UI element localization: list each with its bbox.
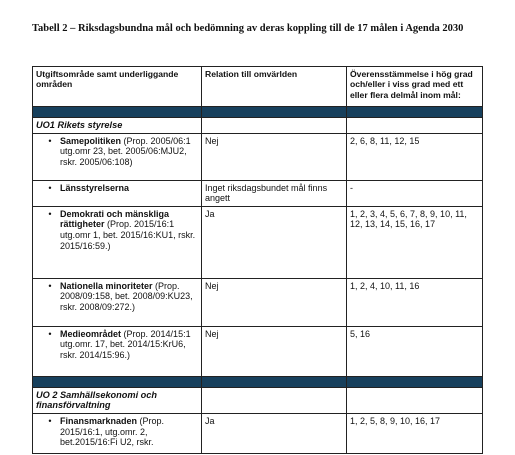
- area-ref: (Prop. 2005/06:1 utg.omr 23, bet. 2005/06:MJU2, rskr. 2005/06:108): [60, 135, 191, 167]
- table-row: [33, 206, 483, 278]
- bullet-icon: •: [48, 182, 52, 193]
- section-row-uo2: [33, 387, 483, 413]
- bullet-icon: •: [48, 280, 52, 291]
- section-title: UO 2 Samhällsekonomi och finansförvaltning: [33, 387, 202, 413]
- bullet-icon: •: [48, 415, 52, 426]
- table-row: [33, 133, 483, 180]
- bullet-icon: •: [48, 208, 52, 219]
- section-row-uo1: [33, 118, 483, 134]
- area-ref: (Prop. 2015/16:1 utg.omr 1, bet. 2015/16:KU1, rskr. 2015/16:59.): [60, 219, 196, 251]
- table-caption: Tabell 2 – Riksdagsbundna mål och bedömning av deras koppling till de 17 målen i Agenda 2030: [32, 23, 464, 34]
- area-name: Länsstyrelserna: [60, 182, 130, 193]
- area-ref: (Prop. 2008/09:158, bet. 2008/09:KU23, rskr. 2008/09:272.): [60, 280, 193, 312]
- area-ref: (Prop. 2015/16:1, utg.omr. 2, bet.2015/16:Fi U2, rskr.: [60, 415, 165, 448]
- table-row: [33, 326, 483, 376]
- header-row: [33, 67, 483, 107]
- relation-cell: Nej: [202, 326, 347, 376]
- table-row: [33, 413, 483, 453]
- goals-cell: -: [347, 180, 483, 206]
- section-band: [33, 376, 483, 387]
- header-goals: Överensstämmelse i hög grad och/eller i viss grad med ett eller flera delmål inom mål:: [347, 67, 483, 107]
- goals-cell: 1, 2, 5, 8, 9, 10, 16, 17: [347, 413, 483, 453]
- bullet-icon: •: [48, 135, 52, 146]
- relation-cell: Nej: [202, 133, 347, 180]
- area-name: Samepolitiken: [60, 135, 122, 146]
- relation-cell: Ja: [202, 413, 347, 453]
- area-name: Medieområdet: [60, 328, 122, 339]
- area-name: Demokrati och mänskliga rättigheter: [60, 208, 170, 230]
- table-row: [33, 278, 483, 326]
- relation-cell: Inget riksdagsbundet mål finns angett: [202, 180, 347, 206]
- header-area: Utgiftsområde samt underliggande områden: [33, 67, 202, 107]
- area-ref: (Prop. 2014/15:1 utg.omr. 17, bet. 2014/15:KrU6, rskr. 2014/15:96.): [60, 328, 191, 360]
- goals-cell: 5, 16: [347, 326, 483, 376]
- goals-cell: 1, 2, 4, 10, 11, 16: [347, 278, 483, 326]
- area-name: Nationella minoriteter: [60, 280, 153, 291]
- goals-cell: 1, 2, 3, 4, 5, 6, 7, 8, 9, 10, 11, 12, 13, 14, 15, 16, 17: [347, 206, 483, 278]
- relation-cell: Ja: [202, 206, 347, 278]
- bullet-icon: •: [48, 328, 52, 339]
- goals-cell: 2, 6, 8, 11, 12, 15: [347, 133, 483, 180]
- table-row: [33, 180, 483, 206]
- section-band: [33, 107, 483, 118]
- header-relation: Relation till omvärlden: [202, 67, 347, 107]
- section-title: UO1 Rikets styrelse: [33, 118, 202, 134]
- relation-cell: Nej: [202, 278, 347, 326]
- goals-table: [32, 66, 483, 454]
- area-name: Finansmarknaden: [60, 415, 138, 426]
